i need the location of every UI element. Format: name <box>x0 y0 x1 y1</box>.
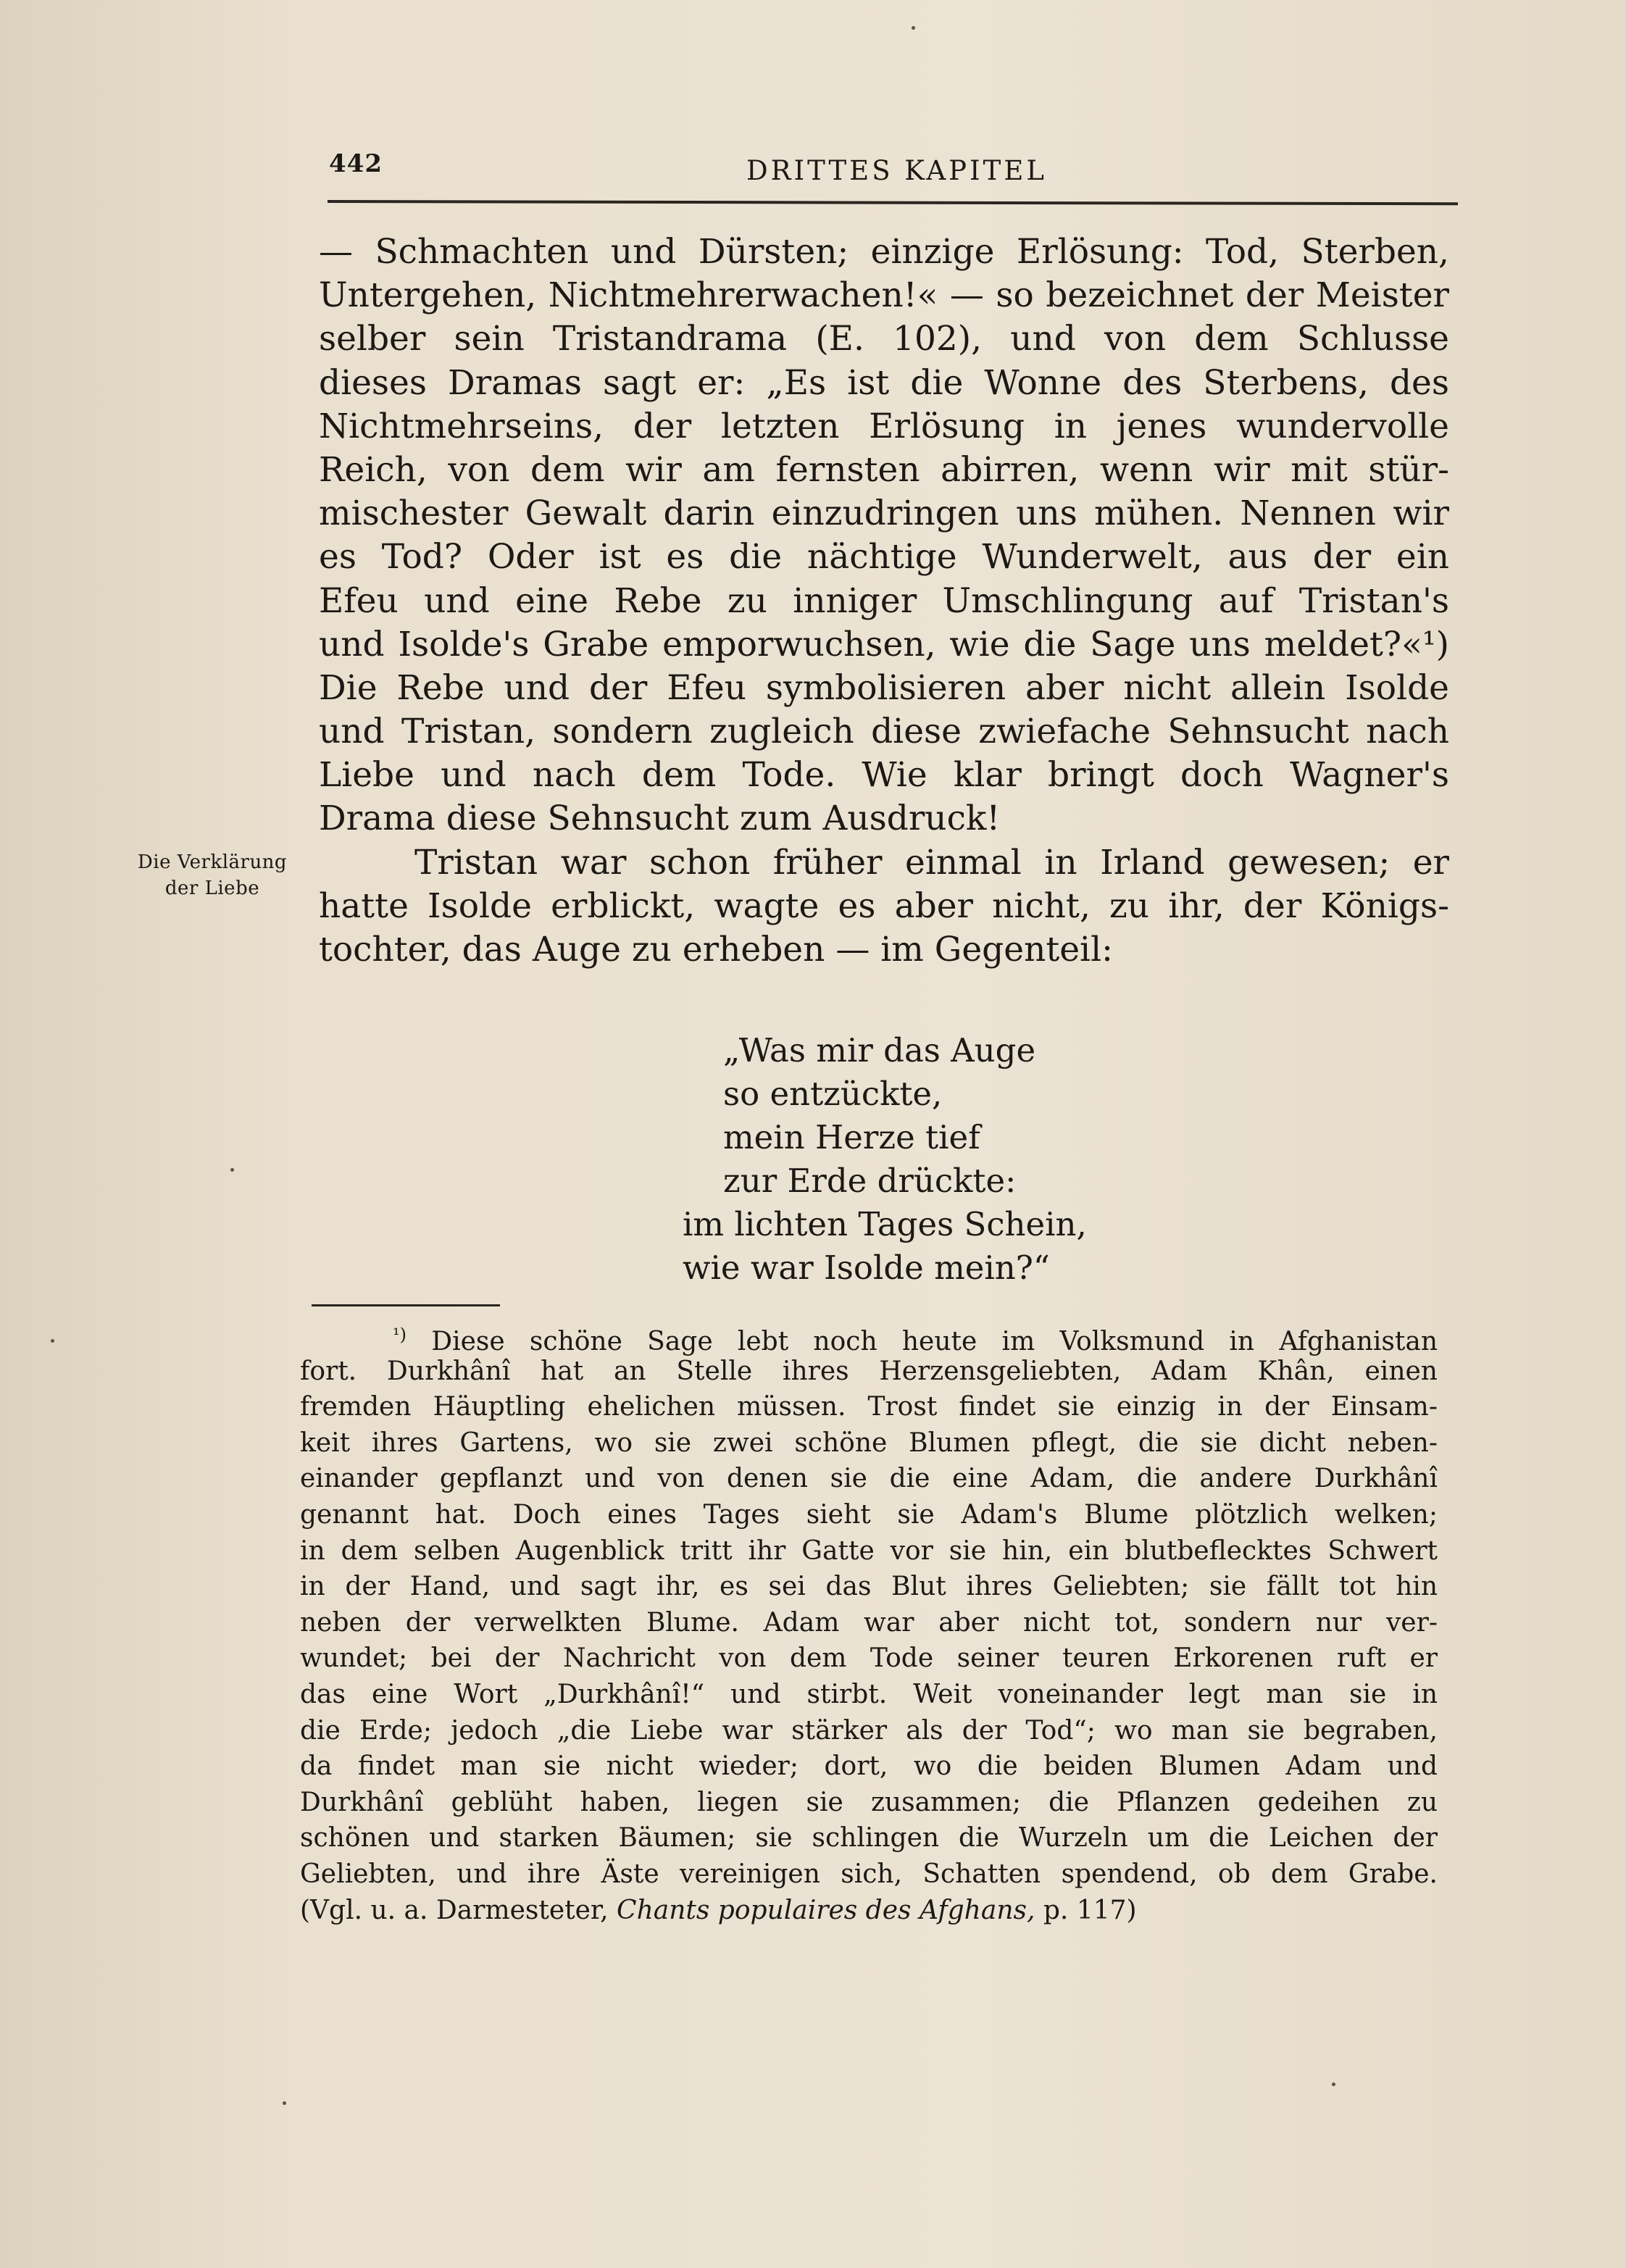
text-line: tochter, das Auge zu erheben — im Gegenteil: <box>319 930 1113 970</box>
page-number: 442 <box>329 149 383 178</box>
verse-line: mein Herze tief <box>723 1118 980 1156</box>
footnote-line: keit ihres Gartens, wo sie zwei schöne Blumen pflegt, die sie dicht neben- <box>300 1427 1438 1458</box>
footnote-line: wundet; bei der Nachricht von dem Tode seiner teuren Erkorenen ruft er <box>300 1643 1438 1674</box>
text-line: es Tod? Oder ist es die nächtige Wunderwelt, aus der ein <box>319 537 1449 578</box>
paper-speck <box>912 26 915 30</box>
paper-speck <box>230 1168 234 1172</box>
verse-line: so entzückte, <box>723 1075 943 1113</box>
verse-line: im lichten Tages Schein, <box>683 1205 1087 1243</box>
text-line: — Schmachten und Dürsten; einzige Erlösung: Tod, Sterben, <box>319 232 1449 272</box>
verse-line: wie war Isolde mein?“ <box>683 1248 1050 1287</box>
paper-speck <box>1332 2083 1335 2086</box>
footnote-line: einander gepflanzt und von denen sie die eine Adam, die andere Durkhânî <box>300 1464 1438 1494</box>
page-header <box>328 145 1458 188</box>
text-line: mischester Gewalt darin einzudringen uns mühen. Nennen wir <box>319 493 1449 534</box>
footnote-line: genannt hat. Doch eines Tages sieht sie Adam's Blume plötzlich welken; <box>300 1499 1438 1530</box>
footnote-line: die Erde; jedoch „die Liebe war stärker als der Tod“; wo man sie begraben, <box>300 1715 1438 1746</box>
margin-note-line: Die Verklärung <box>137 851 288 873</box>
footnote-line: Geliebten, und ihre Äste vereinigen sich, Schatten spendend, ob dem Grabe. <box>300 1859 1438 1889</box>
paper-speck <box>283 2101 286 2105</box>
footnote-citation <box>300 1893 1438 1929</box>
text-line: Untergehen, Nichtmehrerwachen!« — so bezeichnet der Meister <box>319 275 1449 316</box>
text-line: Reich, von dem wir am fernsten abirren, wenn wir mit stür- <box>319 449 1449 490</box>
verse-line: „Was mir das Auge <box>723 1031 1036 1070</box>
text-line: hatte Isolde erblickt, wagte es aber nicht, zu ihr, der Königs- <box>319 885 1449 926</box>
footnote-line: das eine Wort „Durkhânî!“ und stirbt. Weit voneinander legt man sie in <box>300 1679 1438 1709</box>
footnote-line: fort. Durkhânî hat an Stelle ihres Herzensgeliebten, Adam Khân, einen <box>300 1356 1438 1386</box>
text-line: und Isolde's Grabe emporwuchsen, wie die Sage uns meldet?«¹) <box>319 624 1449 664</box>
citation-prefix: (Vgl. u. a. Darmesteter, <box>300 1895 617 1925</box>
footnote-line: fremden Häuptling ehelichen müssen. Trost findet sie einzig in der Einsam- <box>300 1392 1438 1422</box>
footnote-marker: ¹) <box>393 1325 406 1345</box>
footnote-line: Durkhânî geblüht haben, liegen sie zusammen; die Pflanzen gedeihen zu <box>300 1787 1438 1817</box>
verse-line: zur Erde drückte: <box>723 1162 1017 1200</box>
text-line: dieses Dramas sagt er: „Es ist die Wonne des Sterbens, des <box>319 362 1449 403</box>
text-line: und Tristan, sondern zugleich diese zwiefache Sehnsucht nach <box>319 712 1449 752</box>
text-line: Tristan war schon früher einmal in Irland gewesen; er <box>414 842 1449 883</box>
text-line: Die Rebe und der Efeu symbolisieren aber nicht allein Isolde <box>319 667 1449 708</box>
footnote-rule <box>312 1304 500 1306</box>
text-line: selber sein Tristandrama (E. 102), und von dem Schlusse <box>319 319 1449 359</box>
running-head: DRITTES KAPITEL <box>746 155 1047 186</box>
footnote-line: da findet man sie nicht wieder; dort, wo die beiden Blumen Adam und <box>300 1751 1438 1782</box>
text-line: Liebe und nach dem Tode. Wie klar bringt doch Wagner's <box>319 755 1449 796</box>
verse-quote <box>683 1029 1087 1290</box>
header-rule <box>328 200 1458 205</box>
margin-note-line: der Liebe <box>164 877 260 899</box>
citation-suffix: p. 117) <box>1035 1895 1137 1925</box>
footnote-line: in dem selben Augenblick tritt ihr Gatte vor sie hin, ein blutbeflecktes Schwert <box>300 1535 1438 1566</box>
footnote <box>300 1317 1438 1928</box>
paper-speck <box>51 1339 54 1343</box>
footnote-line: neben der verwelkten Blume. Adam war aber nicht tot, sondern nur ver- <box>300 1607 1438 1638</box>
body-text <box>319 230 1449 972</box>
footnote-text: Diese schöne Sage lebt noch heute im Volksmund in Afghanistan <box>431 1327 1438 1356</box>
text-line: Efeu und eine Rebe zu inniger Umschlingung auf Tristan's <box>319 580 1449 621</box>
text-line: Nichtmehrseins, der letzten Erlösung in jenes wundervolle <box>319 406 1449 446</box>
footnote-line <box>300 1317 1438 1354</box>
text-line: Drama diese Sehnsucht zum Ausdruck! <box>319 799 1001 839</box>
margin-note <box>122 849 303 901</box>
footnote-line: schönen und starken Bäumen; sie schlingen die Wurzeln um die Leichen der <box>300 1823 1438 1854</box>
footnote-line: in der Hand, und sagt ihr, es sei das Blut ihres Geliebten; sie fällt tot hin <box>300 1572 1438 1602</box>
citation-title: Chants populaires des Afghans, <box>617 1895 1035 1925</box>
